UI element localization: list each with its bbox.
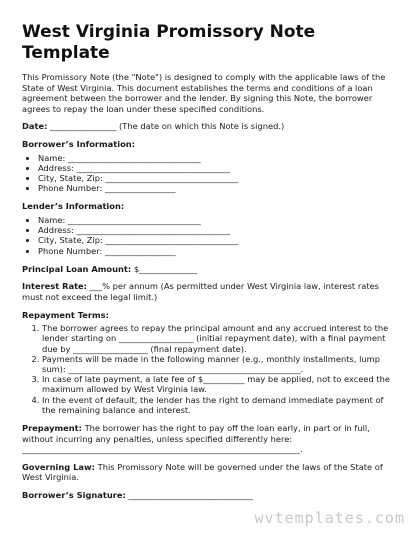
prepayment-text: The borrower has the right to pay off the loan early, in part or in full, without incurring any penalties, unless specified differently here: ___________________________________________________________________. bbox=[22, 422, 370, 455]
signature-label: Borrower’s Signature: bbox=[22, 489, 126, 500]
governing-law-label: Governing Law: bbox=[22, 461, 95, 472]
borrower-heading: Borrower’s Information: bbox=[22, 138, 135, 149]
date-text: ________________ (The date on which this Note is signed.) bbox=[47, 121, 285, 132]
repayment-heading: Repayment Terms: bbox=[22, 309, 109, 320]
title-line-2: Template bbox=[22, 43, 110, 63]
date-line bbox=[22, 121, 397, 132]
principal-text: $______________ bbox=[131, 263, 198, 274]
document-page bbox=[22, 22, 397, 508]
repayment-terms-list bbox=[22, 323, 397, 415]
lender-phone-field: • Phone Number: _________________ bbox=[38, 246, 397, 256]
governing-law-text: This Promissory Note will be governed under the laws of the State of West Virginia. bbox=[22, 461, 383, 483]
repayment-term-2: 2. Payments will be made in the following manner (e.g., monthly installments, lump sum): ________________________________________________________. bbox=[42, 354, 397, 374]
borrower-name-field: • Name: ________________________________ bbox=[38, 153, 397, 163]
lender-fields bbox=[22, 215, 397, 256]
title-line-1: West Virginia Promissory Note bbox=[22, 22, 316, 42]
lender-city-field: • City, State, Zip: ________________________________ bbox=[38, 235, 397, 245]
principal-line bbox=[22, 264, 397, 275]
interest-label: Interest Rate: bbox=[22, 281, 87, 292]
prepayment-paragraph bbox=[22, 423, 397, 455]
repayment-term-3: 3. In case of late payment, a late fee of $__________ may be applied, not to exceed the maximum allowed by West Virginia law. bbox=[42, 374, 397, 394]
borrower-address-field: • Address: _____________________________________ bbox=[38, 163, 397, 173]
borrower-fields bbox=[22, 153, 397, 194]
borrower-city-field: • City, State, Zip: ________________________________ bbox=[38, 173, 397, 183]
signature-line bbox=[22, 490, 397, 501]
borrower-phone-field: • Phone Number: _________________ bbox=[38, 183, 397, 193]
principal-label: Principal Loan Amount: bbox=[22, 263, 132, 274]
date-label: Date: bbox=[22, 121, 48, 132]
interest-line bbox=[22, 281, 397, 302]
site-watermark: wvtemplates.com bbox=[254, 509, 405, 527]
document-title bbox=[22, 22, 397, 64]
governing-law-paragraph bbox=[22, 462, 397, 483]
repayment-term-4: 4. In the event of default, the lender has the right to demand immediate payment of the remaining balance and interest. bbox=[42, 395, 397, 415]
interest-text: ___% per annum (As permitted under West Virginia law, interest rates must not exceed the legal limit.) bbox=[22, 281, 379, 302]
prepayment-label: Prepayment: bbox=[22, 422, 82, 433]
lender-address-field: • Address: _____________________________________ bbox=[38, 225, 397, 235]
signature-text: ______________________________ bbox=[125, 489, 253, 500]
lender-name-field: • Name: ________________________________ bbox=[38, 215, 397, 225]
lender-heading: Lender’s Information: bbox=[22, 201, 125, 212]
intro-paragraph: This Promissory Note (the "Note") is designed to comply with the applicable laws of the State of West Virginia. This document establishes the terms and conditions of a loan agreement between the borrower and the lender. By signing this Note, the borrower agrees to repay the loan under these specified conditions. bbox=[22, 72, 386, 114]
repayment-term-1: 1. The borrower agrees to repay the principal amount and any accrued interest to the lender starting on __________________ (initial repayment date), with a final payment due by __________________ (final repayment date). bbox=[42, 323, 397, 354]
